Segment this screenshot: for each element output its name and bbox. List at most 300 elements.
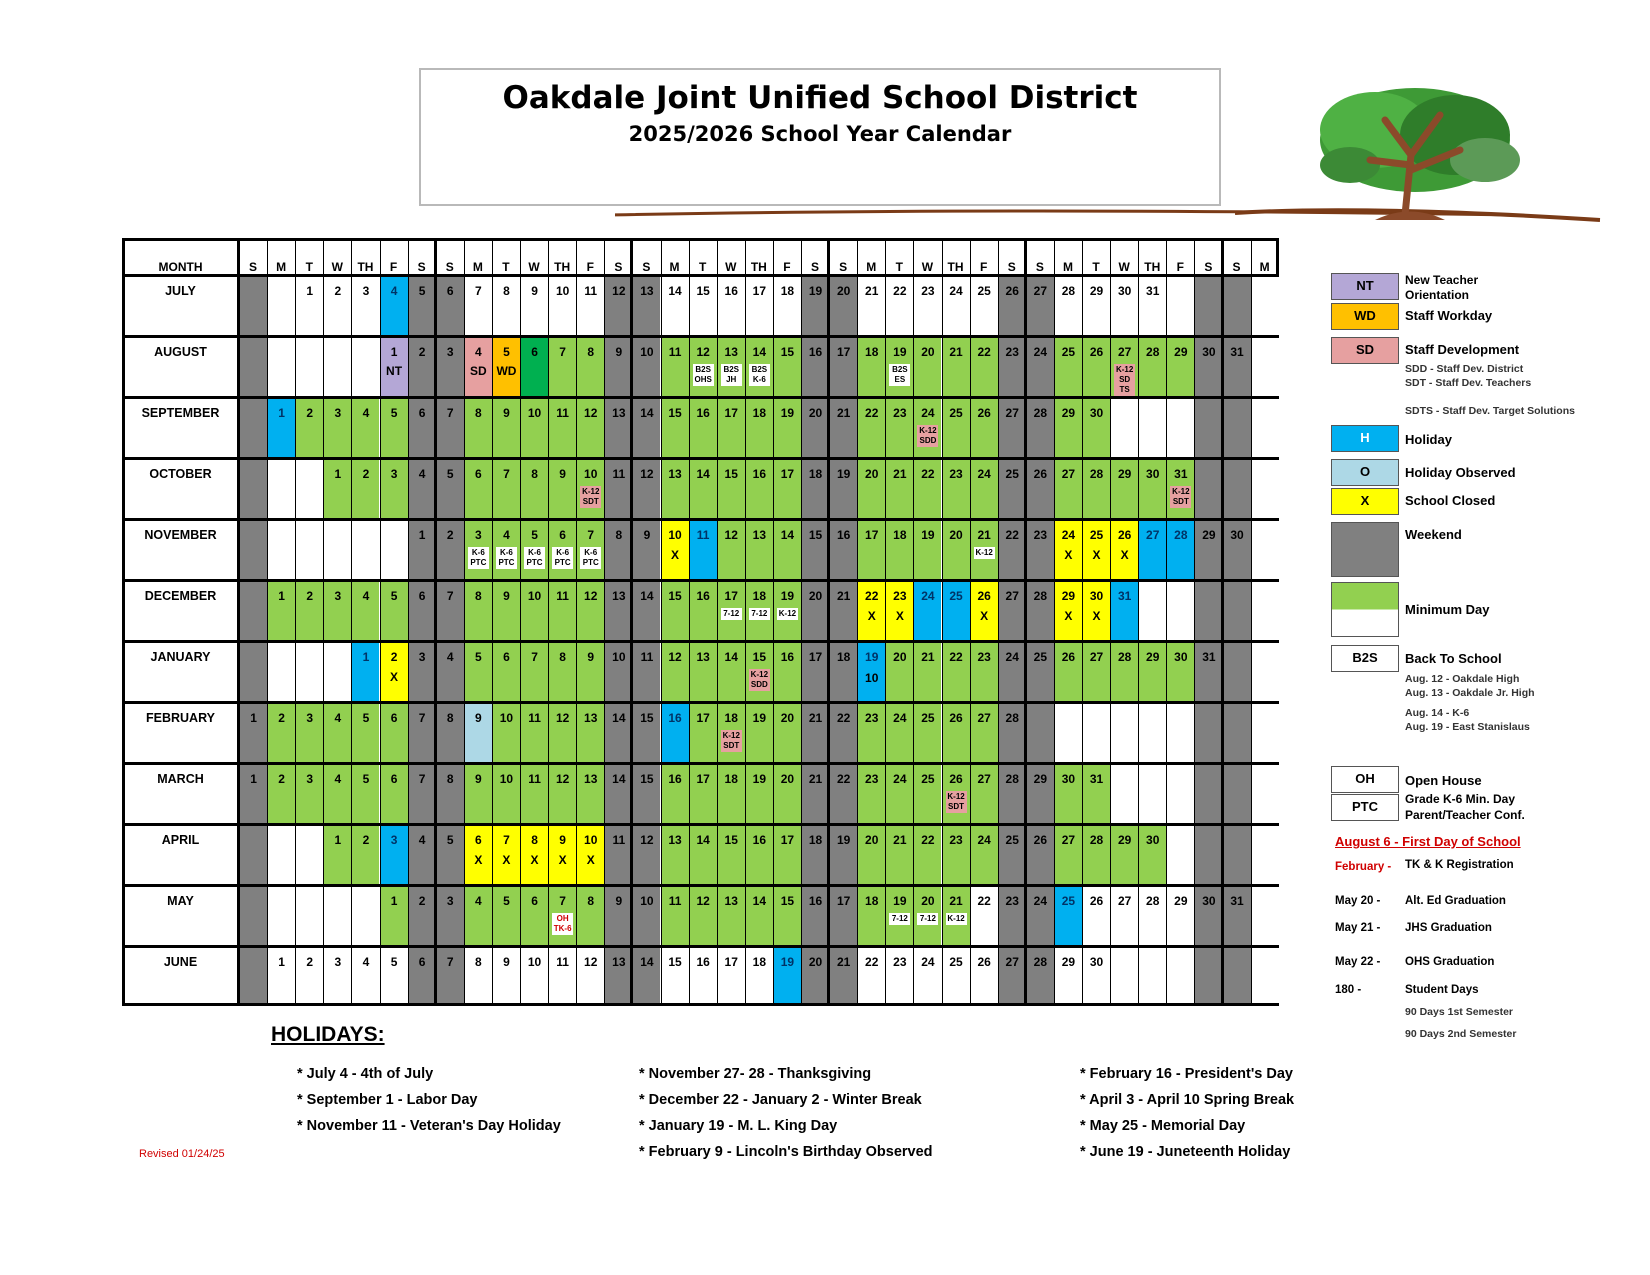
day-cell	[689, 338, 717, 396]
day-cell	[829, 460, 857, 518]
day-cell	[661, 521, 689, 579]
day-cell	[323, 399, 351, 457]
day-number: 21	[865, 284, 879, 298]
day-cell	[520, 277, 548, 335]
day-cell	[913, 765, 941, 823]
day-number: 20	[865, 833, 879, 847]
header-divider	[351, 238, 352, 274]
day-number: 5	[362, 711, 370, 725]
day-number: 8	[475, 955, 482, 969]
day-number: 22	[921, 467, 935, 481]
day-number: 23	[921, 284, 935, 298]
day-number: 28	[1033, 589, 1048, 603]
day-cell	[520, 460, 548, 518]
day-header: S	[1035, 260, 1044, 274]
day-number: 2	[278, 772, 285, 786]
day-number: 12	[584, 589, 598, 603]
day-cell	[492, 704, 520, 762]
day-cell	[913, 521, 941, 579]
day-cell	[689, 887, 717, 945]
day-note: K-6 PTC	[468, 547, 489, 569]
day-number: 29	[1202, 528, 1216, 542]
day-cell	[1082, 582, 1110, 640]
day-cell	[885, 338, 913, 396]
day-cell	[295, 826, 323, 884]
day-number: 26	[1061, 650, 1076, 664]
day-cell	[408, 948, 436, 1006]
day-number: 22	[865, 406, 879, 420]
legend-b2s-note: Aug. 19 - East Stanislaus	[1405, 721, 1530, 733]
legend-nt-label: New Teacher Orientation	[1405, 273, 1479, 302]
day-cell	[1138, 399, 1166, 457]
day-number: 2	[362, 833, 370, 847]
day-cell	[773, 338, 801, 396]
day-cell	[1026, 582, 1054, 640]
day-cell	[885, 704, 913, 762]
day-cell	[773, 765, 801, 823]
day-number: 15	[780, 894, 795, 908]
day-note: K-12 SD TS	[1115, 365, 1134, 394]
day-cell	[1251, 277, 1279, 335]
day-cell	[380, 521, 408, 579]
day-cell	[942, 765, 970, 823]
day-cell	[885, 582, 913, 640]
holiday-item: * November 11 - Veteran's Day Holiday	[297, 1118, 561, 1134]
day-number: 21	[893, 833, 907, 847]
day-cell	[998, 948, 1026, 1006]
day-number: 18	[808, 833, 823, 847]
day-number: 29	[1174, 894, 1188, 908]
month-name: FEBRUARY	[146, 711, 215, 725]
day-cell	[1166, 765, 1194, 823]
day-number: 4	[475, 894, 482, 908]
day-number: 21	[977, 528, 991, 542]
day-note: 7-12	[721, 608, 742, 620]
legend-sd-box: SD	[1331, 337, 1399, 364]
day-number: 28	[1174, 528, 1188, 542]
day-cell	[1054, 521, 1082, 579]
day-number: 1	[278, 589, 285, 603]
day-number: 3	[418, 650, 426, 664]
day-cell	[773, 704, 801, 762]
day-number: 15	[668, 955, 682, 969]
event-text: Alt. Ed Graduation	[1405, 895, 1506, 907]
day-cell	[1110, 399, 1138, 457]
day-cell	[436, 338, 464, 396]
event-date: May 20 -	[1335, 895, 1381, 907]
day-note: SD	[470, 364, 487, 378]
day-cell	[829, 948, 857, 1006]
day-cell	[520, 765, 548, 823]
day-header: M	[669, 260, 680, 274]
day-cell	[548, 704, 576, 762]
day-number: 6	[475, 833, 482, 847]
day-number: 2	[306, 589, 314, 603]
day-cell	[1223, 704, 1251, 762]
day-number: 24	[1033, 345, 1048, 359]
day-number: 7	[503, 467, 510, 481]
day-cell	[604, 460, 632, 518]
day-cell	[942, 460, 970, 518]
day-cell	[408, 582, 436, 640]
day-number: 11	[612, 467, 626, 481]
day-cell	[520, 338, 548, 396]
day-cell	[661, 582, 689, 640]
day-cell	[801, 460, 829, 518]
legend-oh-box: OH	[1331, 766, 1399, 793]
day-number: 22	[836, 772, 851, 786]
day-number: 17	[696, 711, 710, 725]
day-number: 3	[306, 772, 314, 786]
day-number: 14	[668, 284, 682, 298]
holiday-item: * June 19 - Juneteenth Holiday	[1080, 1144, 1291, 1160]
day-cell	[801, 338, 829, 396]
day-cell	[1110, 277, 1138, 335]
day-number: 5	[503, 894, 510, 908]
legend-sdt-note: SDT - Staff Dev. Teachers	[1405, 377, 1532, 389]
day-cell	[998, 826, 1026, 884]
day-cell	[380, 826, 408, 884]
day-header: F	[389, 260, 398, 274]
day-number: 4	[362, 589, 370, 603]
day-cell	[1251, 521, 1279, 579]
holiday-item: * February 16 - President's Day	[1080, 1066, 1293, 1082]
day-cell	[773, 826, 801, 884]
header-divider	[773, 238, 774, 274]
day-number: 1	[278, 955, 285, 969]
day-number: 2	[418, 345, 426, 359]
day-cell	[492, 582, 520, 640]
day-cell	[1026, 948, 1054, 1006]
day-number: 13	[724, 894, 738, 908]
day-cell	[239, 582, 267, 640]
day-number: 7	[418, 711, 426, 725]
day-number: 18	[724, 711, 738, 725]
day-cell	[380, 643, 408, 701]
day-number: 17	[696, 772, 710, 786]
day-number: 24	[921, 589, 935, 603]
day-cell	[323, 460, 351, 518]
day-number: 8	[615, 528, 623, 542]
day-cell	[1082, 399, 1110, 457]
day-header: M	[276, 260, 287, 274]
legend-sdd-note: SDD - Staff Dev. District	[1405, 363, 1524, 375]
day-cell	[1110, 460, 1138, 518]
day-cell	[492, 887, 520, 945]
day-cell	[295, 338, 323, 396]
holiday-item: * May 25 - Memorial Day	[1080, 1118, 1246, 1134]
day-cell	[717, 582, 745, 640]
day-number: 19	[921, 528, 935, 542]
day-cell	[548, 643, 576, 701]
day-cell	[295, 582, 323, 640]
day-cell	[1166, 521, 1194, 579]
day-cell	[913, 460, 941, 518]
day-cell	[829, 582, 857, 640]
day-cell	[548, 277, 576, 335]
day-number: 20	[780, 772, 795, 786]
day-cell	[632, 765, 660, 823]
revised-date: Revised 01/24/25	[139, 1148, 225, 1160]
day-cell	[717, 643, 745, 701]
day-cell	[380, 399, 408, 457]
day-cell	[520, 521, 548, 579]
day-note: 7-12	[889, 913, 910, 925]
day-cell	[1138, 460, 1166, 518]
day-note: K-12 SDT	[1172, 487, 1190, 506]
day-cell	[1223, 460, 1251, 518]
header-divider	[1082, 238, 1083, 274]
day-number: 11	[528, 711, 541, 725]
day-cell	[323, 582, 351, 640]
day-cell	[604, 765, 632, 823]
day-cell	[323, 704, 351, 762]
day-cell	[801, 826, 829, 884]
day-cell	[801, 704, 829, 762]
month-name: JUNE	[163, 955, 198, 969]
day-cell	[998, 338, 1026, 396]
day-number: 30	[1202, 894, 1216, 908]
day-cell	[464, 460, 492, 518]
day-header: W	[331, 260, 343, 274]
day-cell	[970, 826, 998, 884]
day-number: 16	[836, 528, 851, 542]
day-cell	[576, 887, 604, 945]
day-number: 5	[446, 833, 454, 847]
day-number: 8	[587, 345, 595, 359]
day-cell	[267, 948, 295, 1006]
day-header: S	[1204, 260, 1213, 274]
day-cell	[1026, 460, 1054, 518]
day-cell	[604, 704, 632, 762]
day-number: 9	[587, 650, 595, 664]
day-cell	[351, 582, 379, 640]
day-number: 1	[390, 894, 398, 908]
day-cell	[351, 826, 379, 884]
header-divider	[970, 238, 971, 274]
day-cell	[829, 277, 857, 335]
closed-mark: X	[895, 609, 904, 623]
day-cell	[970, 704, 998, 762]
day-number: 22	[949, 650, 963, 664]
day-number: 25	[1005, 833, 1019, 847]
day-cell	[464, 826, 492, 884]
day-note: OH TK-6	[553, 914, 572, 933]
day-number: 12	[555, 772, 570, 786]
day-cell	[773, 277, 801, 335]
day-cell	[1194, 765, 1222, 823]
legend-b2s-note: Aug. 14 - K-6	[1405, 707, 1470, 719]
day-cell	[576, 826, 604, 884]
day-cell	[436, 521, 464, 579]
day-header: S	[614, 260, 623, 274]
day-number: 21	[921, 650, 935, 664]
header-divider	[689, 238, 690, 274]
day-number: 16	[668, 711, 682, 725]
day-cell	[380, 582, 408, 640]
day-number: 17	[808, 650, 823, 664]
day-note: K-6 PTC	[496, 547, 517, 569]
day-number: 31	[1089, 772, 1104, 786]
day-cell	[576, 521, 604, 579]
day-number: 9	[503, 955, 510, 969]
day-number: 20	[865, 467, 879, 481]
day-number: 18	[893, 528, 907, 542]
day-number: 19	[752, 772, 767, 786]
day-number: 16	[808, 894, 823, 908]
day-cell	[942, 704, 970, 762]
day-cell	[436, 460, 464, 518]
day-cell	[913, 826, 941, 884]
day-cell	[1082, 704, 1110, 762]
day-cell	[1054, 399, 1082, 457]
day-number: 18	[752, 955, 767, 969]
day-cell	[717, 460, 745, 518]
day-cell	[1223, 399, 1251, 457]
day-cell	[661, 338, 689, 396]
day-number: 17	[836, 894, 851, 908]
day-cell	[323, 765, 351, 823]
day-number: 24	[1005, 650, 1019, 664]
day-number: 2	[390, 650, 398, 664]
day-cell	[1251, 460, 1279, 518]
day-cell	[1251, 582, 1279, 640]
day-cell	[492, 826, 520, 884]
day-cell	[239, 948, 267, 1006]
legend-sdts-note: SDTS - Staff Dev. Target Solutions	[1405, 405, 1575, 417]
day-number: 14	[724, 650, 738, 664]
holiday-item: * July 4 - 4th of July	[297, 1066, 434, 1082]
day-cell	[632, 704, 660, 762]
day-number: 11	[696, 528, 710, 542]
day-cell	[436, 826, 464, 884]
day-number: 30	[1174, 650, 1188, 664]
day-cell	[436, 948, 464, 1006]
day-cell	[661, 948, 689, 1006]
day-cell	[1054, 643, 1082, 701]
day-cell	[632, 399, 660, 457]
day-header: F	[783, 260, 791, 274]
day-number: 14	[612, 711, 626, 725]
day-cell	[689, 582, 717, 640]
day-cell	[1110, 338, 1138, 396]
day-cell	[1110, 948, 1138, 1006]
header-divider	[604, 238, 605, 274]
day-number: 11	[528, 772, 541, 786]
holiday-item: * February 9 - Lincoln's Birthday Observed	[639, 1144, 933, 1160]
day-cell	[1166, 338, 1194, 396]
day-cell	[1054, 582, 1082, 640]
day-cell	[576, 765, 604, 823]
day-number: 1	[418, 528, 426, 542]
day-cell	[689, 643, 717, 701]
day-number: 3	[334, 589, 342, 603]
day-cell	[1194, 826, 1222, 884]
day-number: 3	[362, 284, 370, 298]
day-cell	[548, 765, 576, 823]
day-cell	[885, 765, 913, 823]
day-number: 23	[1005, 894, 1019, 908]
day-cell	[1110, 765, 1138, 823]
day-note: 7-12	[749, 608, 770, 620]
day-number: 30	[1202, 345, 1216, 359]
day-number: 1	[250, 711, 257, 725]
day-header: TH	[750, 260, 767, 274]
day-number: 12	[555, 711, 570, 725]
day-number: 31	[1202, 650, 1216, 664]
day-number: 23	[977, 650, 991, 664]
day-cell	[351, 399, 379, 457]
day-number: 16	[752, 833, 767, 847]
day-number: 9	[475, 711, 482, 725]
day-number: 29	[1146, 650, 1160, 664]
day-header: F	[1176, 260, 1185, 274]
day-cell	[970, 765, 998, 823]
legend-weekend-box	[1331, 522, 1399, 577]
day-number: 10	[584, 833, 598, 847]
legend-minimum-box	[1331, 582, 1399, 637]
day-number: 24	[1061, 528, 1076, 542]
closed-mark: X	[867, 609, 876, 623]
day-number: 12	[612, 284, 626, 298]
closed-mark: X	[671, 548, 680, 562]
day-cell	[1251, 399, 1279, 457]
day-number: 11	[584, 284, 598, 298]
day-number: 13	[612, 406, 626, 420]
legend-observed-label: Holiday Observed	[1405, 465, 1516, 480]
day-cell	[717, 826, 745, 884]
day-number: 24	[921, 955, 935, 969]
day-cell	[661, 704, 689, 762]
day-cell	[604, 887, 632, 945]
day-number: 15	[808, 528, 823, 542]
day-cell	[998, 399, 1026, 457]
day-cell	[1166, 277, 1194, 335]
day-number: 22	[893, 284, 907, 298]
day-header: T	[305, 260, 313, 274]
day-number: 1	[334, 833, 342, 847]
day-cell	[239, 399, 267, 457]
day-cell	[267, 460, 295, 518]
closed-mark: X	[586, 853, 595, 867]
day-header: S	[417, 260, 426, 274]
day-cell	[408, 826, 436, 884]
day-cell	[1251, 338, 1279, 396]
day-number: 18	[780, 284, 795, 298]
day-number: 14	[696, 833, 710, 847]
day-header: TH	[1144, 260, 1161, 274]
header-divider	[267, 238, 268, 274]
day-cell	[857, 704, 885, 762]
day-cell	[885, 399, 913, 457]
day-cell	[689, 948, 717, 1006]
day-cell	[576, 948, 604, 1006]
day-number: 8	[587, 894, 595, 908]
day-cell	[857, 765, 885, 823]
day-number: 24	[893, 772, 907, 786]
day-number: 30	[1061, 772, 1076, 786]
day-number: 22	[1005, 528, 1019, 542]
day-cell	[1251, 643, 1279, 701]
day-note: B2S JH	[721, 364, 742, 386]
day-cell	[408, 460, 436, 518]
day-header: F	[586, 260, 594, 274]
day-note: K-6 PTC	[580, 547, 601, 569]
day-number: 6	[531, 894, 538, 908]
day-number: 24	[977, 467, 991, 481]
day-cell	[267, 887, 295, 945]
day-number: 31	[1174, 467, 1188, 481]
